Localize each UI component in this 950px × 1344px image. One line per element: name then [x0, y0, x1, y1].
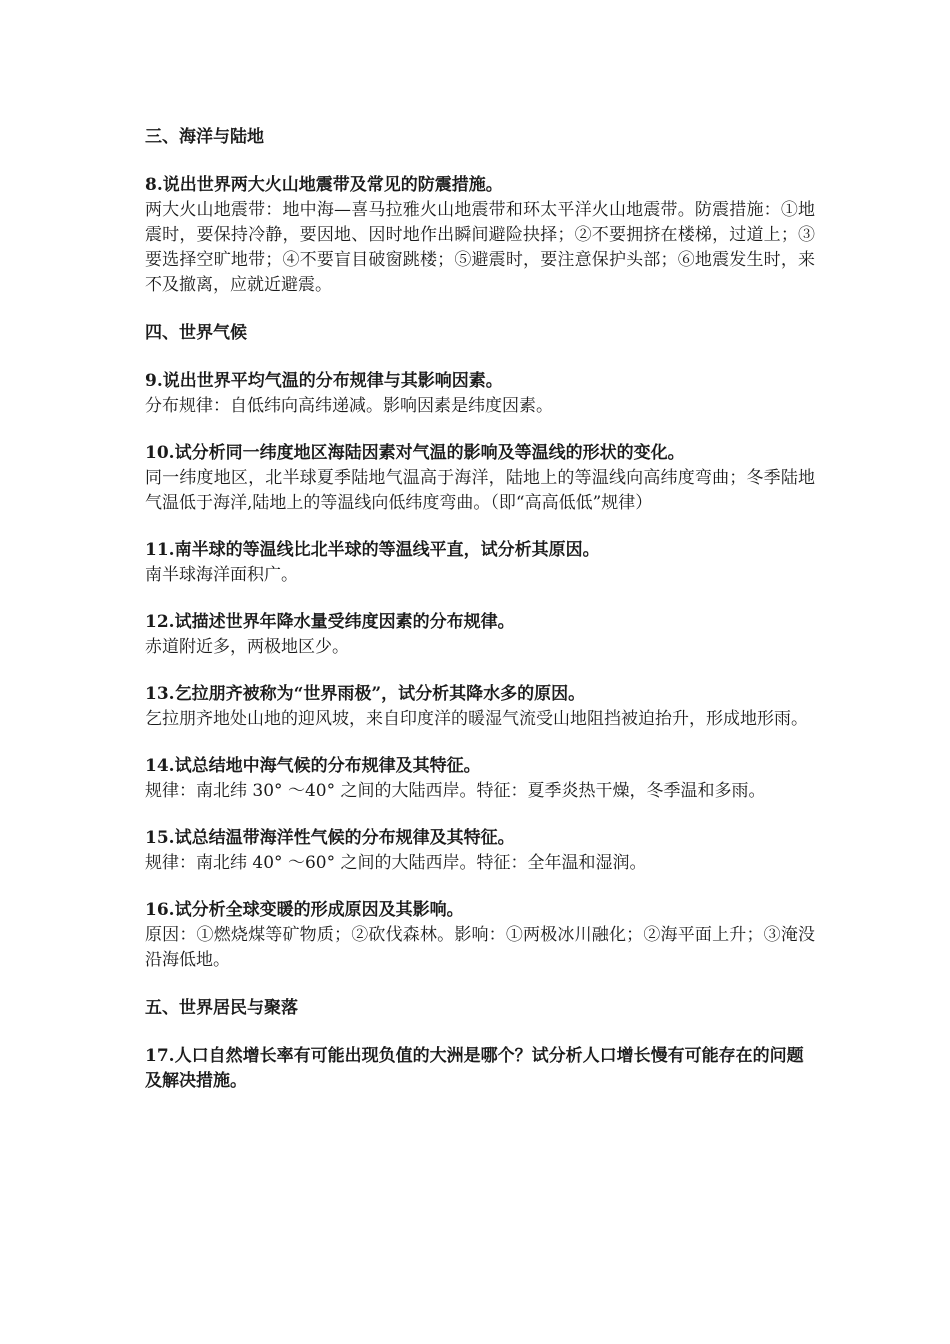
qa-item [145, 441, 815, 516]
qa-item [145, 538, 815, 588]
answer: 规律：南北纬 40° ～60° 之间的大陆西岸。特征：全年温和湿润。 [145, 853, 647, 873]
question: 16.试分析全球变暖的形成原因及其影响。 [145, 900, 464, 920]
question: 14.试总结地中海气候的分布规律及其特征。 [145, 756, 481, 776]
qa-item [145, 610, 815, 660]
qa-item [145, 682, 815, 732]
answer: 南半球海洋面积广。 [145, 565, 298, 585]
question: 10.试分析同一纬度地区海陆因素对气温的影响及等温线的形状的变化。 [145, 443, 685, 463]
question: 17.人口自然增长率有可能出现负值的大洲是哪个？试分析人口增长慢有可能存在的问题及解决措施。 [145, 1046, 804, 1091]
answer: 两大火山地震带：地中海—喜马拉雅火山地震带和环太平洋火山地震带。防震措施：①地震时，要保持冷静，要因地、因时地作出瞬间避险抉择；②不要拥挤在楼梯，过道上；③要选择空旷地带；④不要盲目破窗跳楼；⑤避震时，要注意保护头部；⑥地震发生时，来不及撤离，应就近避震。 [145, 200, 815, 295]
qa-item [145, 369, 815, 419]
qa-item [145, 826, 815, 876]
document-page [145, 124, 815, 1116]
qa-item [145, 754, 815, 804]
answer: 规律：南北纬 30° ～40° 之间的大陆西岸。特征：夏季炎热干燥，冬季温和多雨。 [145, 781, 766, 801]
answer: 赤道附近多，两极地区少。 [145, 637, 349, 657]
question: 13.乞拉朋齐被称为“世界雨极”，试分析其降水多的原因。 [145, 684, 586, 704]
section-heading: 五、世界居民与聚落 [145, 998, 298, 1018]
answer: 分布规律：自低纬向高纬递减。影响因素是纬度因素。 [145, 396, 553, 416]
qa-item [145, 1044, 815, 1094]
qa-item [145, 898, 815, 973]
answer: 乞拉朋齐地处山地的迎风坡，来自印度洋的暖湿气流受山地阻挡被迫抬升，形成地形雨。 [145, 709, 808, 729]
question: 9.说出世界平均气温的分布规律与其影响因素。 [145, 371, 503, 391]
question: 11.南半球的等温线比北半球的等温线平直，试分析其原因。 [145, 540, 600, 560]
question: 8.说出世界两大火山地震带及常见的防震措施。 [145, 175, 503, 195]
answer: 原因：①燃烧煤等矿物质；②砍伐森林。影响：①两极冰川融化；②海平面上升；③淹没沿海低地。 [145, 925, 815, 970]
section-heading: 四、世界气候 [145, 323, 247, 343]
section-heading: 三、海洋与陆地 [145, 127, 264, 147]
question: 15.试总结温带海洋性气候的分布规律及其特征。 [145, 828, 515, 848]
qa-item [145, 173, 815, 298]
answer: 同一纬度地区，北半球夏季陆地气温高于海洋，陆地上的等温线向高纬度弯曲；冬季陆地气温低于海洋,陆地上的等温线向低纬度弯曲。（即“高高低低”规律） [145, 468, 815, 513]
question: 12.试描述世界年降水量受纬度因素的分布规律。 [145, 612, 515, 632]
